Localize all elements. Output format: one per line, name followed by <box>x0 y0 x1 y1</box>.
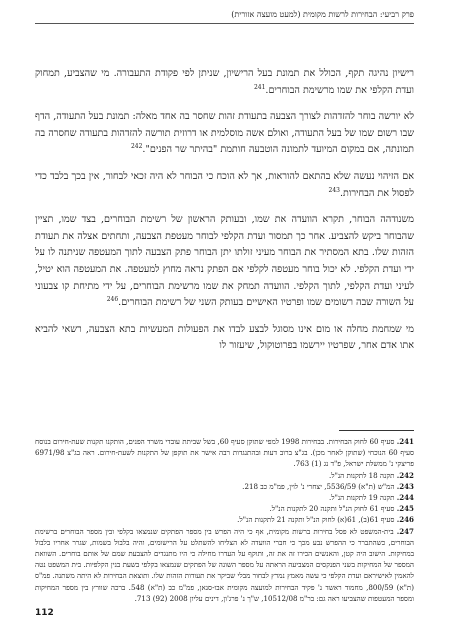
footnote-ref[interactable]: 242 <box>130 143 143 151</box>
footnote-245: 245. סעיף 61 לחוק הנ"ל ותקנה 20 לתקנות הנ"ל. <box>269 504 414 514</box>
paragraph-2: לא יורשה בוחר להזדהות לצורך הצבעה בתעודת זהות שחסר בה אחד מאלה: תמונת בעל התעודה, הדף שבו רשום שמו של בעל התעודה, ואולם אשה מוסלמית או דרוזית תורשה להזדהות בתעודה שחסרה בה תמונתה, אם במקום המיועד לתמונה הוטבעה חותמת "בהיתר שר הפנים".$^{242}$ <box>35 111 414 156</box>
footnote-242: 242. תקנה 18 לתקנות הנ"ל. <box>329 470 414 480</box>
footnote-244: 244. תקנה 19 לתקנות הנ"ל. <box>329 493 414 503</box>
running-title: פרק רביעי: הבחירות לרשות מקומית (למעט מועצה אזורית) <box>231 10 414 19</box>
footnote-241: 241. סעיף 60 לחוק הבחירות. בבחירות 1998 למפי שתוקן סעיף 60, בשל שביתת עובדי משרד הפנים, הותקנו תקנות שעת-חירום בנוסח סעיף 60 הנוכחי (שתוקן לאחר מכן). בג"צ ברוב דעות ובהתנגדות רבה אישר את תוקפן של התקנות לשעת-חירום. ראה בג"צ 6971/98 פריצקי נ' ממשלת ישראל, פ"ד נג (1) 763. <box>35 437 414 469</box>
footnote-243: 243. המ"ש (ת"א) 5536/59, יצחרי נ' לוין, פמ"מ כב 218. <box>242 481 414 491</box>
page-number: 112 <box>35 608 54 618</box>
running-header <box>35 10 414 24</box>
footnotes <box>35 436 414 604</box>
footnote-ref[interactable]: 243 <box>328 186 340 194</box>
footnote-separator <box>339 430 414 431</box>
footnote-246: 246. סעיף 61(ב), 61(א) לחוק הנ"ל ותקנה 21 לתקנות הנ"ל. <box>237 515 414 525</box>
paragraph-5: מי שמחמת מחלה או מום אינו מסוגל לבצע לבדו את הפעולות המעשיות בתא הצבעה, רשאי להביא אתו אדם אחר, שפרטיו יירשמו בפרוטוקול, שיעזור לו <box>35 323 414 352</box>
footnote-ref[interactable]: 246 <box>106 295 119 303</box>
paragraph-3: אם הזיהוי נעשה שלא בהתאם להוראות, אך לא הוכח כי הבוחר לא היה זכאי לבחור, אין בכך בלבד כדי לפסול את הבחירות.$^{243}$ <box>35 170 414 199</box>
footnote-247: 247. בית-המשפט לא פסל בחירות ברשות מקומית, אף כי היה הפרש בין מספר הפתקים שנמצאו בקלפי ובין מספר הבוחרים ברשימת הבוחרים, כשהתברר כי ההפרש נבע מכך כי חברי הוועדה לא הצליחו להשתלט על הרישומים, והיה בלבול בשמות, שגרר אחריו בלבול במחיקות. הישוב היה קטן, והאנשים הכירו זה את זה, ותוקף על העדרו מחילה כי היו מתנגדים להצבעת שמם של אותם בוחרים. השוואת המספר של המחיקות בשני הפנקסים המצביעה הראתה על מספר השונה של הפתקים שנמצאו בקלפי בשעת בנין הקלפיות. בית המשפט נטה להאמין לאישיראם ועדת הקלפי כי עשה מאמץ נמרץ לבחור מבלי שביקר את תעודות הזהות שלו. ותוצאת הבחירות לא היתה משתנה. פמ"ס (ת"א) 800/59, מחמוד ראשד נ' פקיד הבחירות למועצה מקומית אבו-סנאן, פמ"מ כב (ת"א) 548. ברכה שוורץ בין מספר המחיקות ומספר המעטפות שהצביעו ראה גם: בר"מ 10512/08, ש"ך נ' פרג'ון, דינים עליון 2008 (92) 713. <box>35 526 414 603</box>
paragraph-4: משנודהה הבוחר, תקרא הוועדה את שמו, ובעותק הראשון של רשימת הבוחרים, בצד שמו, תציין שהבוחר ביקש להצביע. אחר כך תמסור ועדת הקלפי לבוחר מעטפת הצבעה, ותחתים אצלה את תעודת הזהות שלו. בתא המסתיר את הבוחר מעיני זולתו יתן הבוחר פתק הצבעה לתוך המעטפה שניתנה לו על ידי ועדת הקלפי. לא יכול בוחר מעטפה לקלפי אם הפתק נראה מחוץ למעטפה. את המעטפה הוא יטיל, לעיני ועדת הקלפי, לתוך הקלפי. הוועדה תמחק את שמו מרשימת הבוחרים, על ידי מתיחת קו צבעוני על השורה שבה רשומים שמו ופרטיו האישיים בעותק השני של רשימת הבוחרים.$^{246}$ <box>35 214 414 309</box>
paragraph-1: רישיון נהיגה תקף, הכולל את תמונת בעל הרישיון, שניתן לפי פקודת התעבורה. מי שהצביע, תמחוק ועדת הקלפי את שמו מרשימת הבוחרים.$^{241}$ <box>35 68 414 96</box>
footnote-ref[interactable]: 241 <box>253 83 266 91</box>
body-text <box>35 66 414 365</box>
